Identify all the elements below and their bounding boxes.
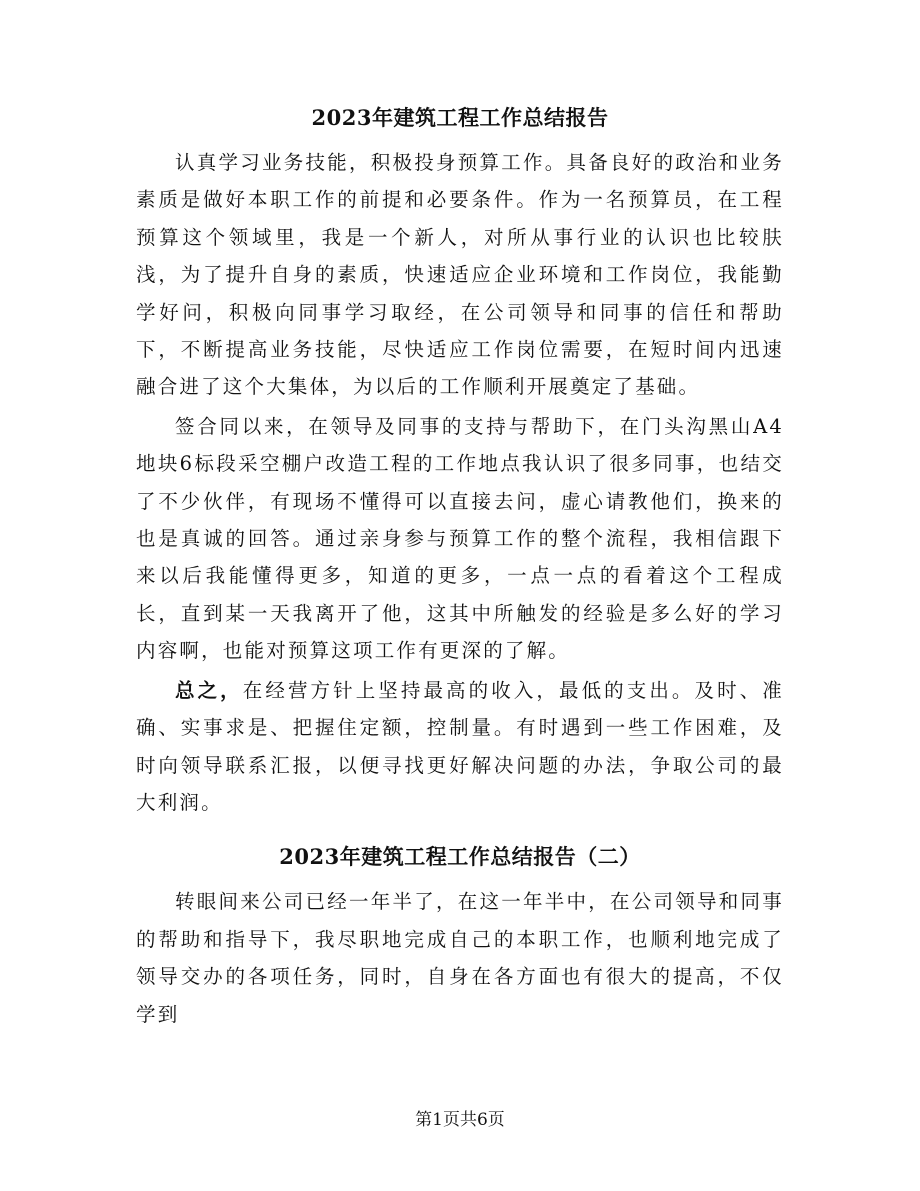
summary-text: 在经营方针上坚持最高的收入，最低的支出。及时、准确、实事求是、把握住定额，控制量。有时遇到一些工作困难，及时向领导联系汇报，以便寻找更好解决问题的办法，争取公司的最大利润。 xyxy=(136,678,784,814)
paragraph: 认真学习业务技能，积极投身预算工作。具备良好的政治和业务素质是做好本职工作的前提和必要条件。作为一名预算员，在工程预算这个领域里，我是一个新人，对所从事行业的认识也比较肤浅，为了提升自身的素质，快速适应企业环境和工作岗位，我能勤学好问，积极向同事学习取经，在公司领导和同事的信任和帮助下，不断提高业务技能，尽快适应工作岗位需要，在短时间内迅速融合进了这个大集体，为以后的工作顺利开展奠定了基础。 xyxy=(136,151,784,399)
section-title: 2023年建筑工程工作总结报告（二） xyxy=(279,844,641,870)
page-footer: 第1页共6页 xyxy=(415,1110,505,1130)
summary-paragraph xyxy=(136,672,784,822)
summary-lead: 总之， xyxy=(175,678,243,702)
page-title: 2023年建筑工程工作总结报告 xyxy=(311,105,609,130)
paragraph: 转眼间来公司已经一年半了，在这一年半中，在公司领导和同事的帮助和指导下，我尽职地完成自己的本职工作，也顺利地完成了领导交办的各项任务，同时，自身在各方面也有很大的提高，不仅学到 xyxy=(136,890,784,1026)
document-body xyxy=(136,100,784,1035)
paragraph: 签合同以来，在领导及同事的支持与帮助下，在门头沟黑山A4地块6标段采空棚户改造工程的工作地点我认识了很多同事，也结交了不少伙伴，有现场不懂得可以直接去问，虚心请教他们，换来的也是真诚的回答。通过亲身参与预算工作的整个流程，我相信跟下来以后我能懂得更多，知道的更多，一点一点的看着这个工程成长，直到某一天我离开了他，这其中所触发的经验是多么好的学习内容啊，也能对预算这项工作有更深的了解。 xyxy=(136,414,784,663)
